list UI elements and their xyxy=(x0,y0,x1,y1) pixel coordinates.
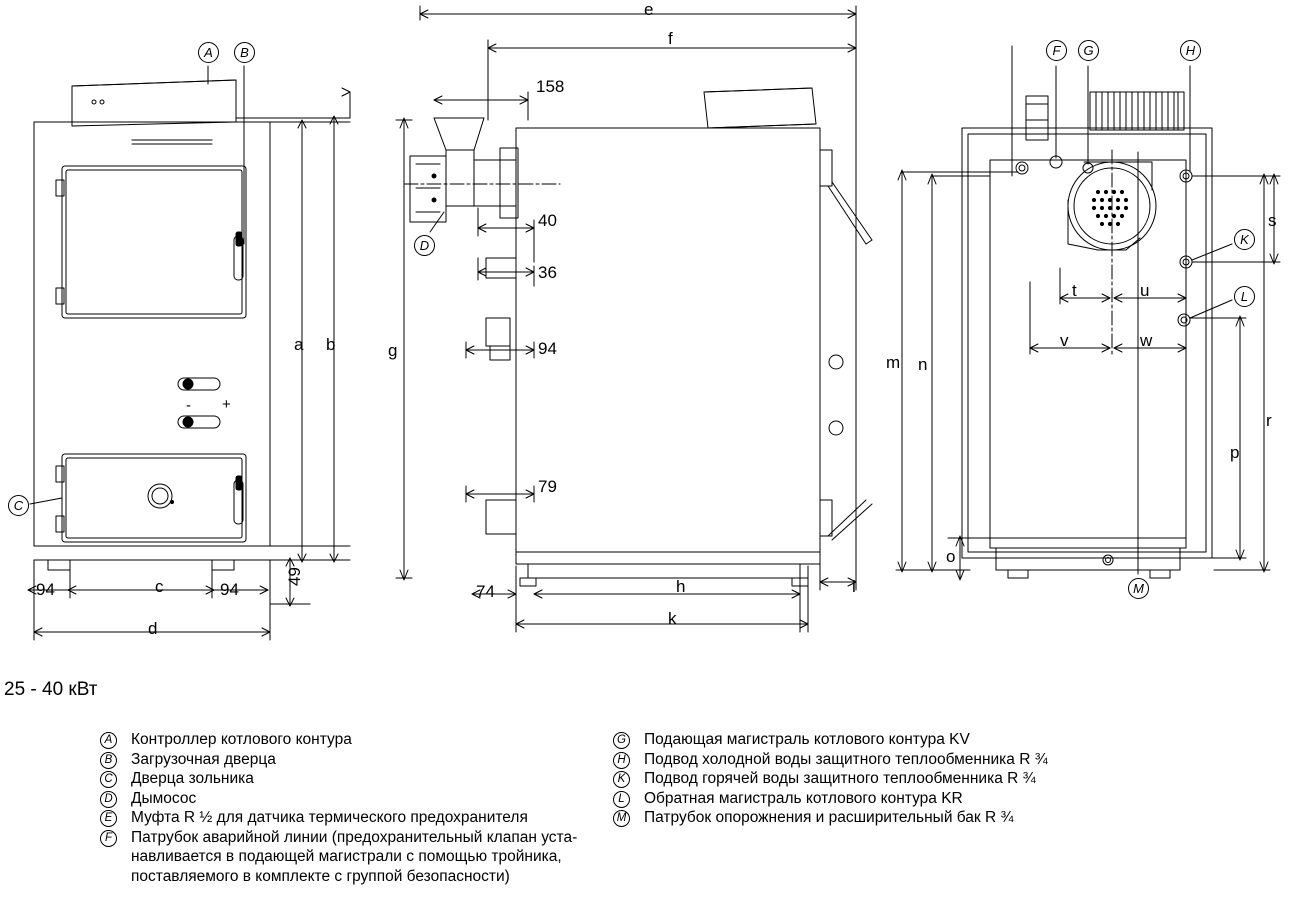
legend-item xyxy=(100,808,620,828)
power-range-title: 25 - 40 кВт xyxy=(4,679,98,700)
dim-letter-c: c xyxy=(155,577,164,596)
dim-40: 40 xyxy=(538,211,557,230)
dim-36: 36 xyxy=(538,263,557,282)
dim-94-left: 94 xyxy=(36,580,55,599)
legend-item xyxy=(613,750,1173,770)
legend-label: Подающая магистраль котлового контура KV xyxy=(644,731,970,748)
dim-letter-h: h xyxy=(676,577,686,596)
dim-letter-a: a xyxy=(294,335,304,354)
legend-key: M xyxy=(613,808,644,828)
dim-letter-g: g xyxy=(388,341,398,360)
legend-item xyxy=(613,769,1173,789)
legend-label: Патрубок аварийной линии (предохранительный клапан уста-навливается в подающей магистрали с помощью тройника, поставляемого в комплекте с группой безопасности) xyxy=(131,828,578,885)
callout-K: K xyxy=(1234,229,1255,250)
callout-H: H xyxy=(1180,40,1201,61)
legend-item xyxy=(100,789,620,809)
legend-key: G xyxy=(613,730,644,750)
callout-G: G xyxy=(1078,40,1099,61)
legend-key: K xyxy=(613,769,644,789)
callout-M: M xyxy=(1128,578,1149,599)
legend-key: E xyxy=(100,808,131,828)
legend-item xyxy=(100,730,620,750)
dim-letter-b: b xyxy=(326,335,336,354)
dim-letter-s: s xyxy=(1268,211,1277,230)
callout-B: B xyxy=(234,42,255,63)
legend-label: Патрубок опорожнения и расширительный бак R ¾ xyxy=(644,809,1014,826)
legend-label: Дымосос xyxy=(131,789,197,807)
legend-item xyxy=(613,789,1173,809)
dim-79: 79 xyxy=(538,477,557,496)
dim-letter-r: r xyxy=(1266,411,1272,430)
legend-item xyxy=(100,769,620,789)
dim-letter-l: l xyxy=(852,577,856,596)
legend-key: C xyxy=(100,769,131,789)
legend-key: D xyxy=(100,789,131,809)
legend-item xyxy=(613,808,1173,828)
legend-item xyxy=(100,750,620,770)
plus-symbol: + xyxy=(222,396,231,413)
minus-symbol: - xyxy=(186,397,191,414)
callout-F: F xyxy=(1046,40,1067,61)
dim-74: 74 xyxy=(476,582,495,601)
dim-letter-f: f xyxy=(668,29,673,48)
dim-letter-w: w xyxy=(1140,331,1153,350)
callout-A: A xyxy=(198,42,219,63)
dim-letter-n: n xyxy=(918,355,928,374)
dim-letter-o: o xyxy=(946,547,956,566)
legend-key: A xyxy=(100,730,131,750)
dim-letter-p: p xyxy=(1230,443,1240,462)
legend-key: F xyxy=(100,828,131,848)
side-view xyxy=(396,6,872,632)
legend-item xyxy=(613,730,1173,750)
dim-158: 158 xyxy=(536,77,565,96)
callout-C: C xyxy=(8,495,29,516)
legend-label: Загрузочная дверца xyxy=(131,750,276,768)
legend-label: Обратная магистраль котлового контура KR xyxy=(644,789,963,807)
dim-letter-e: e xyxy=(644,0,654,19)
legend-item xyxy=(100,828,620,887)
legend-key: H xyxy=(613,750,644,770)
legend-left-column xyxy=(100,730,620,886)
dim-49: 49 xyxy=(285,567,304,586)
dim-letter-d: d xyxy=(148,619,158,638)
dim-letter-v: v xyxy=(1060,331,1069,350)
callout-D: D xyxy=(414,235,435,256)
dim-letter-u: u xyxy=(1140,281,1150,300)
dim-letter-t: t xyxy=(1072,281,1077,300)
legend-key: L xyxy=(613,789,644,809)
dim-94-right: 94 xyxy=(220,580,239,599)
legend-label: Дверца зольника xyxy=(131,770,254,787)
callout-L: L xyxy=(1234,286,1255,307)
legend-label: Муфта R ½ для датчика термического предохранителя xyxy=(131,809,528,826)
legend-label: Контроллер котлового контура xyxy=(131,731,352,748)
legend-right-column xyxy=(613,730,1173,828)
legend-label: Подвод горячей воды защитного теплообменника R ¾ xyxy=(644,770,1036,787)
legend-label: Подвод холодной воды защитного теплообменника R ¾ xyxy=(644,750,1048,768)
legend-key: B xyxy=(100,750,131,770)
rear-view xyxy=(896,46,1280,580)
dim-letter-k: k xyxy=(668,609,677,628)
dim-letter-m: m xyxy=(886,353,901,372)
dim-94-side: 94 xyxy=(538,339,557,358)
